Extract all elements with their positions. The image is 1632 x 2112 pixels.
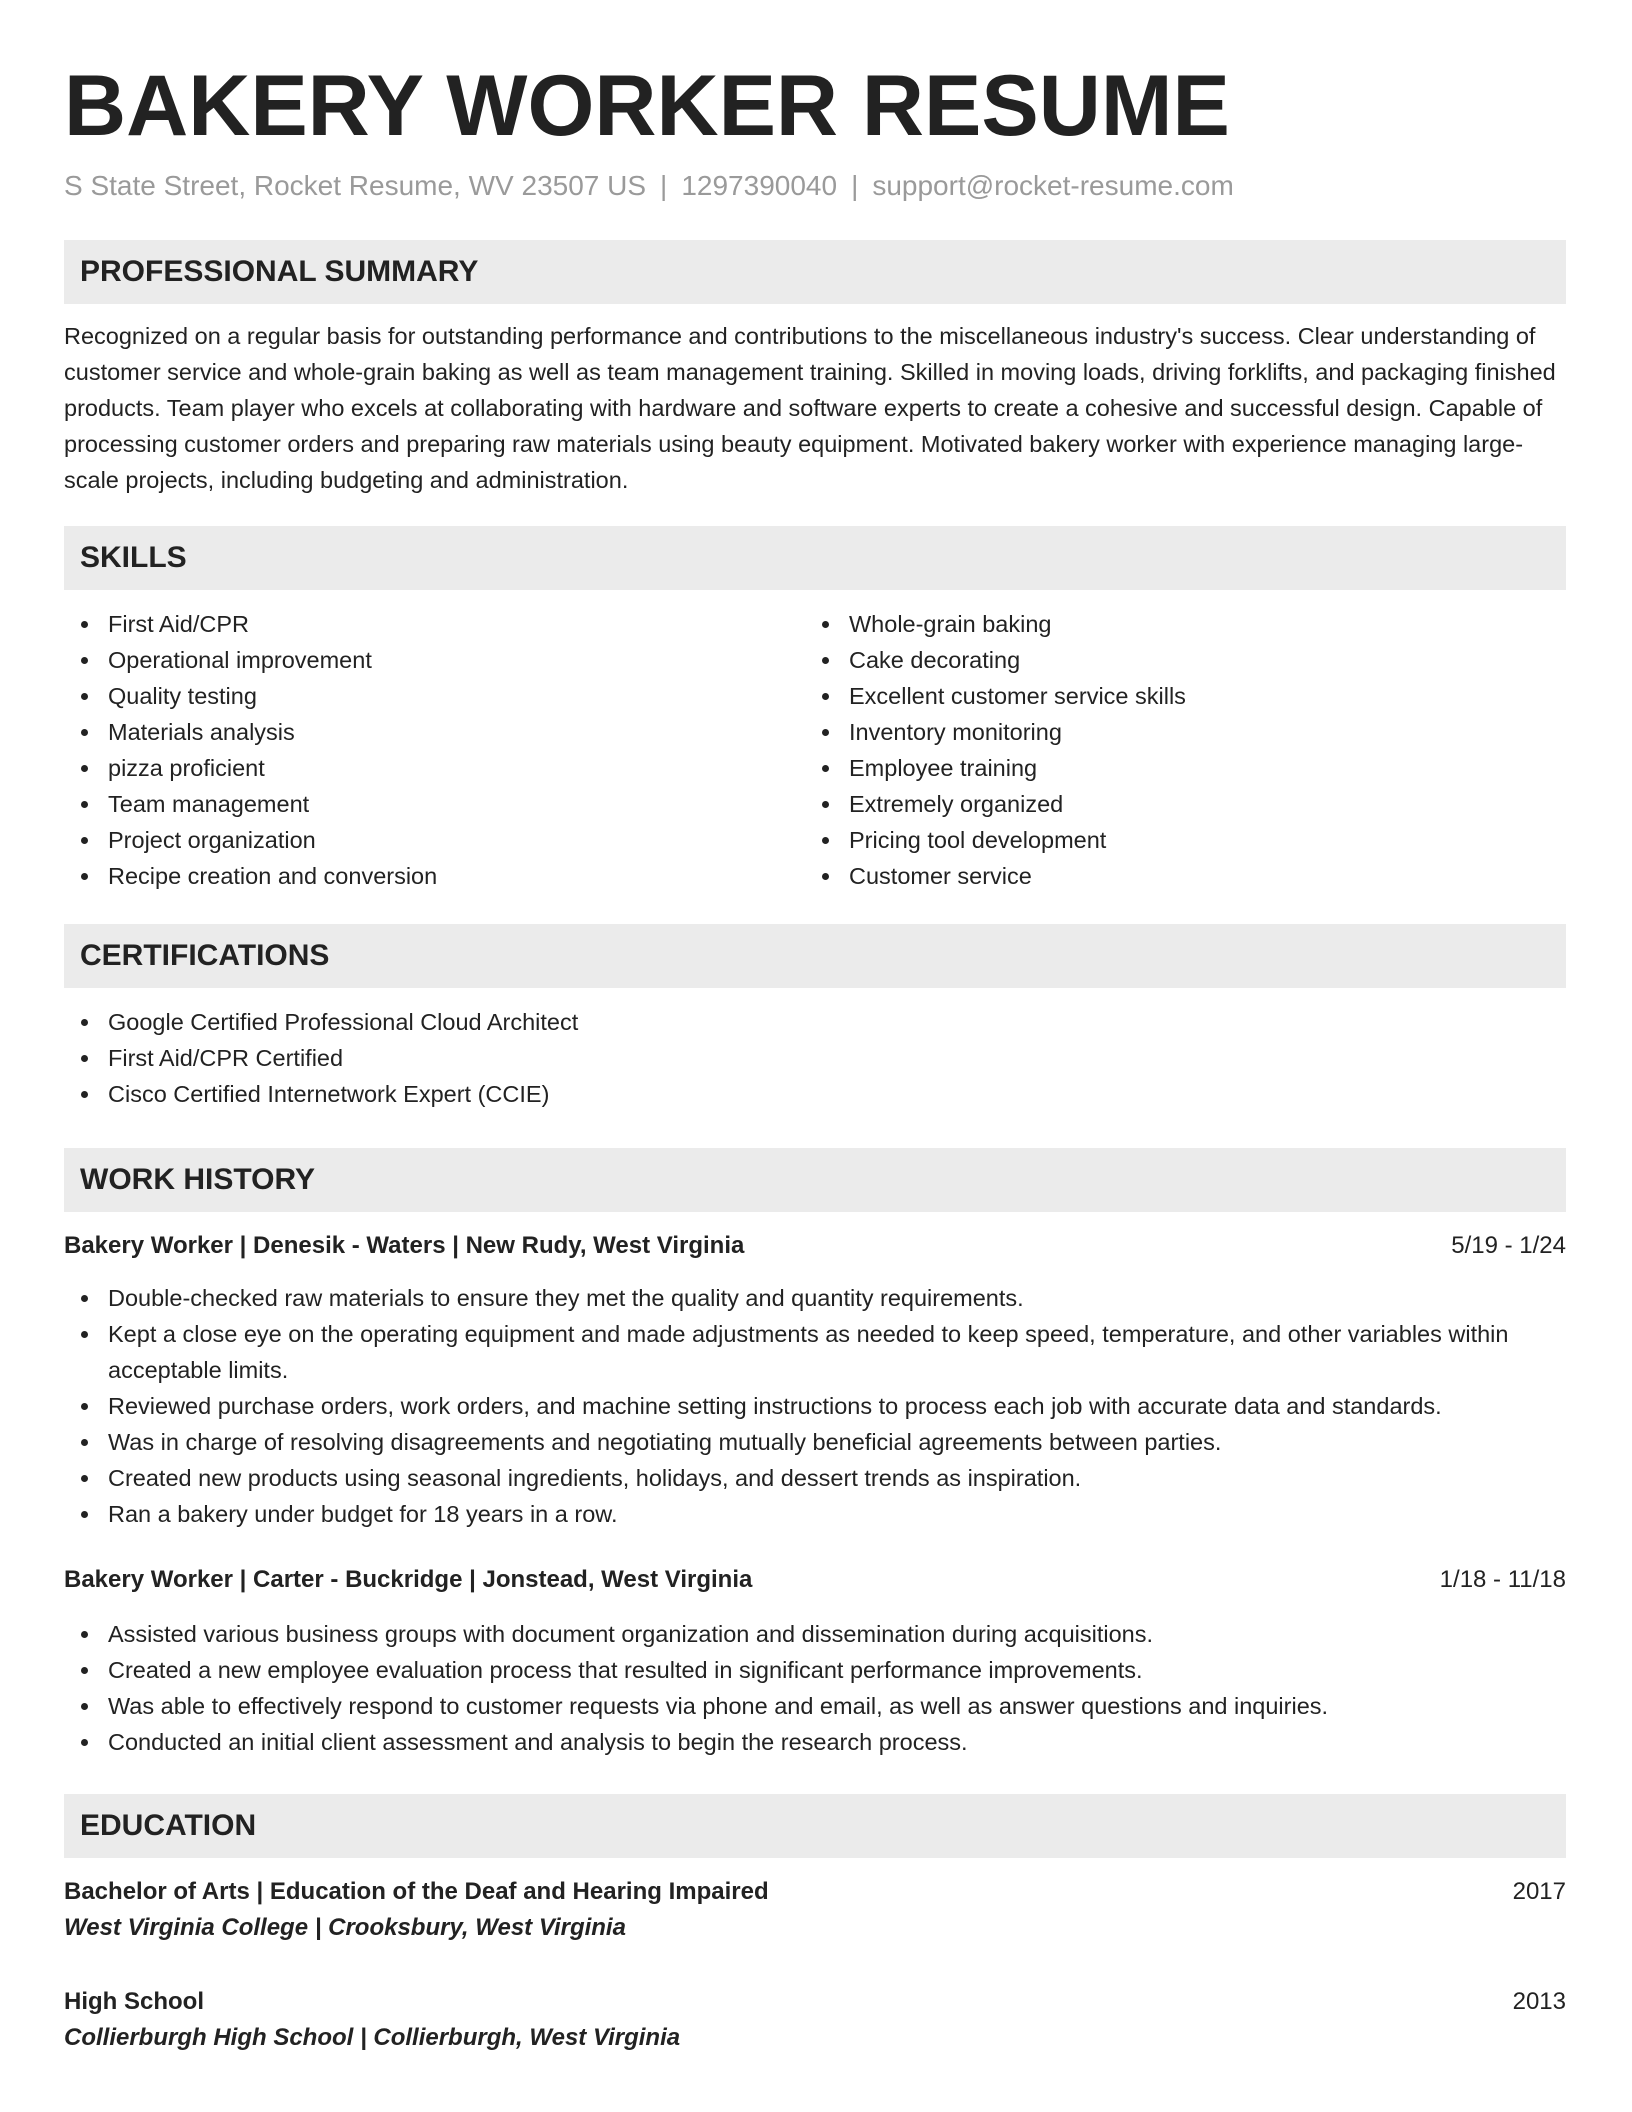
education-header <box>64 1874 1566 1910</box>
skill-item: Team management <box>64 786 805 822</box>
certification-item: Google Certified Professional Cloud Architect <box>64 1004 1566 1040</box>
job-header <box>64 1228 1566 1264</box>
certification-item: Cisco Certified Internetwork Expert (CCIE) <box>64 1076 1566 1112</box>
section-header-education: EDUCATION <box>64 1794 1566 1858</box>
skill-item: Pricing tool development <box>805 822 1546 858</box>
job-header <box>64 1562 1566 1598</box>
contact-separator: | <box>851 170 859 201</box>
skills-column-left <box>64 606 805 894</box>
job-bullet: Created a new employee evaluation process that resulted in significant performance improvements. <box>64 1652 1566 1688</box>
resume-title: BAKERY WORKER RESUME <box>64 58 1230 154</box>
education-header <box>64 1984 1566 2020</box>
education-year: 2013 <box>1512 1988 1566 2015</box>
skills-list-left <box>64 606 805 894</box>
skill-item: Whole-grain baking <box>805 606 1546 642</box>
skills-list-right <box>805 606 1546 894</box>
skill-item: Operational improvement <box>64 642 805 678</box>
skill-item: Employee training <box>805 750 1546 786</box>
education-entry <box>64 1984 1566 2056</box>
certifications-list <box>64 1004 1566 1112</box>
skill-item: Quality testing <box>64 678 805 714</box>
job-bullets <box>64 1280 1566 1532</box>
education-degree: Bachelor of Arts | Education of the Deaf and Hearing Impaired <box>64 1878 769 1905</box>
job-bullets <box>64 1616 1566 1760</box>
job-bullet: Ran a bakery under budget for 18 years in a row. <box>64 1496 1566 1532</box>
job-entry <box>64 1228 1566 1532</box>
job-dates: 1/18 - 11/18 <box>1439 1566 1566 1593</box>
skills-grid <box>64 606 1566 894</box>
education-entry <box>64 1874 1566 1946</box>
job-title: Bakery Worker | Carter - Buckridge | Jonstead, West Virginia <box>64 1566 753 1593</box>
certification-item: First Aid/CPR Certified <box>64 1040 1566 1076</box>
job-bullet: Created new products using seasonal ingredients, holidays, and dessert trends as inspiration. <box>64 1460 1566 1496</box>
education-school: West Virginia College | Crooksbury, West Virginia <box>64 1914 626 1941</box>
education-degree: High School <box>64 1988 204 2015</box>
section-header-summary: PROFESSIONAL SUMMARY <box>64 240 1566 304</box>
contact-email: support@rocket-resume.com <box>872 170 1234 201</box>
skill-item: Project organization <box>64 822 805 858</box>
skill-item: Extremely organized <box>805 786 1546 822</box>
job-bullet: Double-checked raw materials to ensure they met the quality and quantity requirements. <box>64 1280 1566 1316</box>
skill-item: pizza proficient <box>64 750 805 786</box>
job-bullet: Reviewed purchase orders, work orders, and machine setting instructions to process each job with accurate data and standards. <box>64 1388 1566 1424</box>
job-title: Bakery Worker | Denesik - Waters | New Rudy, West Virginia <box>64 1232 745 1259</box>
summary-text: Recognized on a regular basis for outstanding performance and contributions to the miscellaneous industry's success. Clear understanding of customer service and whole-grain baking as well as team management training. Skilled in moving loads, driving forklifts, and packaging finished products. Team player who excels at collaborating with hardware and software experts to create a cohesive and successful design. Capable of processing customer orders and preparing raw materials using beauty equipment. Motivated bakery worker with experience managing large-scale projects, including budgeting and administration. <box>64 323 1556 493</box>
job-bullet: Was in charge of resolving disagreements and negotiating mutually beneficial agreements between parties. <box>64 1424 1566 1460</box>
job-bullet: Assisted various business groups with document organization and dissemination during acquisitions. <box>64 1616 1566 1652</box>
job-bullet: Kept a close eye on the operating equipment and made adjustments as needed to keep speed, temperature, and other variables within acceptable limits. <box>64 1316 1566 1388</box>
contact-separator: | <box>660 170 668 201</box>
section-header-skills: SKILLS <box>64 526 1566 590</box>
skill-item: Excellent customer service skills <box>805 678 1546 714</box>
job-bullet: Was able to effectively respond to customer requests via phone and email, as well as answer questions and inquiries. <box>64 1688 1566 1724</box>
job-entry <box>64 1562 1566 1760</box>
education-school: Collierburgh High School | Collierburgh, West Virginia <box>64 2024 681 2051</box>
skill-item: First Aid/CPR <box>64 606 805 642</box>
skill-item: Materials analysis <box>64 714 805 750</box>
section-header-certifications: CERTIFICATIONS <box>64 924 1566 988</box>
education-year: 2017 <box>1512 1878 1566 1905</box>
job-bullet: Conducted an initial client assessment and analysis to begin the research process. <box>64 1724 1566 1760</box>
skill-item: Inventory monitoring <box>805 714 1546 750</box>
resume-page <box>64 56 1566 2056</box>
contact-address: S State Street, Rocket Resume, WV 23507 US <box>64 170 647 201</box>
section-header-work-history: WORK HISTORY <box>64 1148 1566 1212</box>
skill-item: Recipe creation and conversion <box>64 858 805 894</box>
contact-phone: 1297390040 <box>681 170 838 201</box>
skills-column-right <box>805 606 1546 894</box>
contact-line <box>64 168 1566 204</box>
skill-item: Cake decorating <box>805 642 1546 678</box>
job-dates: 5/19 - 1/24 <box>1451 1232 1566 1259</box>
skill-item: Customer service <box>805 858 1546 894</box>
